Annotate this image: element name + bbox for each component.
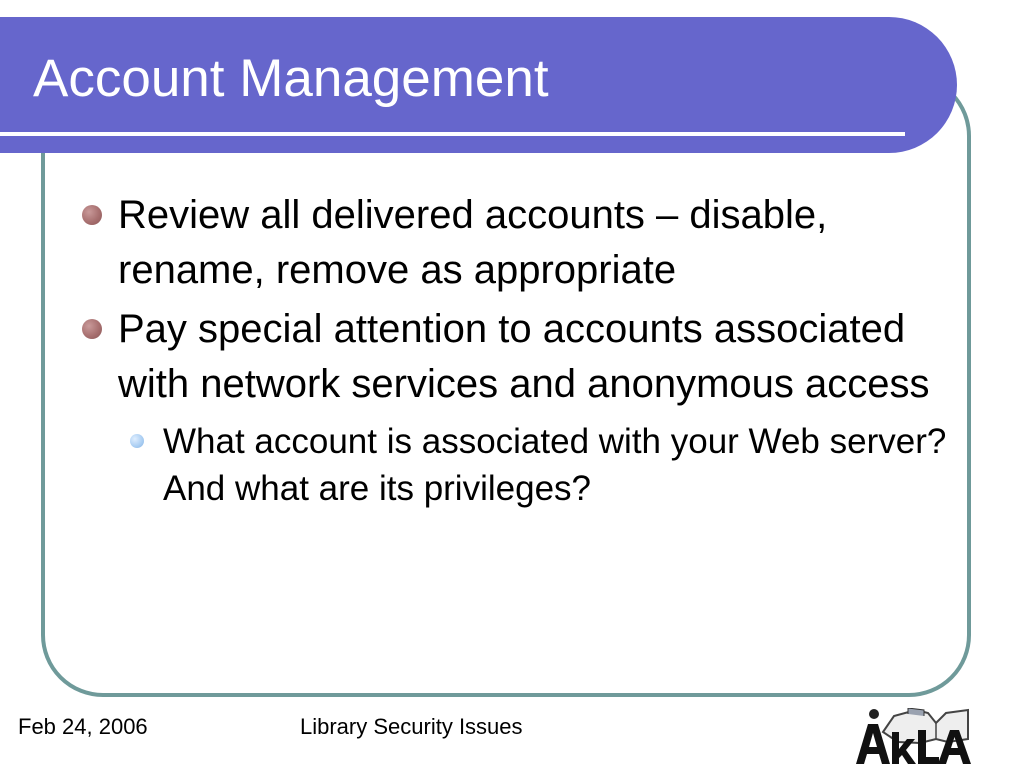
bullet-item [80, 302, 950, 512]
bullet-text: Review all delivered accounts – disable, rename, remove as appropriate [118, 193, 828, 292]
footer-title: Library Security Issues [300, 714, 523, 739]
bullet-item [80, 188, 950, 298]
bullet-dot-icon [82, 205, 102, 225]
bullet-dot-icon [82, 319, 102, 339]
footer-date: Feb 24, 2006 [18, 714, 148, 739]
slide-title: Account Management [33, 49, 549, 108]
sub-bullet-item [118, 418, 950, 512]
bullet-list [80, 188, 950, 516]
title-divider [0, 132, 905, 136]
sub-bullet-list [118, 418, 950, 512]
bullet-text: Pay special attention to accounts associated with network services and anonymous access [118, 307, 930, 406]
sub-bullet-dot-icon [130, 434, 144, 448]
akla-logo-icon [850, 708, 974, 766]
sub-bullet-text: What account is associated with your Web server? And what are its privileges? [163, 422, 947, 508]
